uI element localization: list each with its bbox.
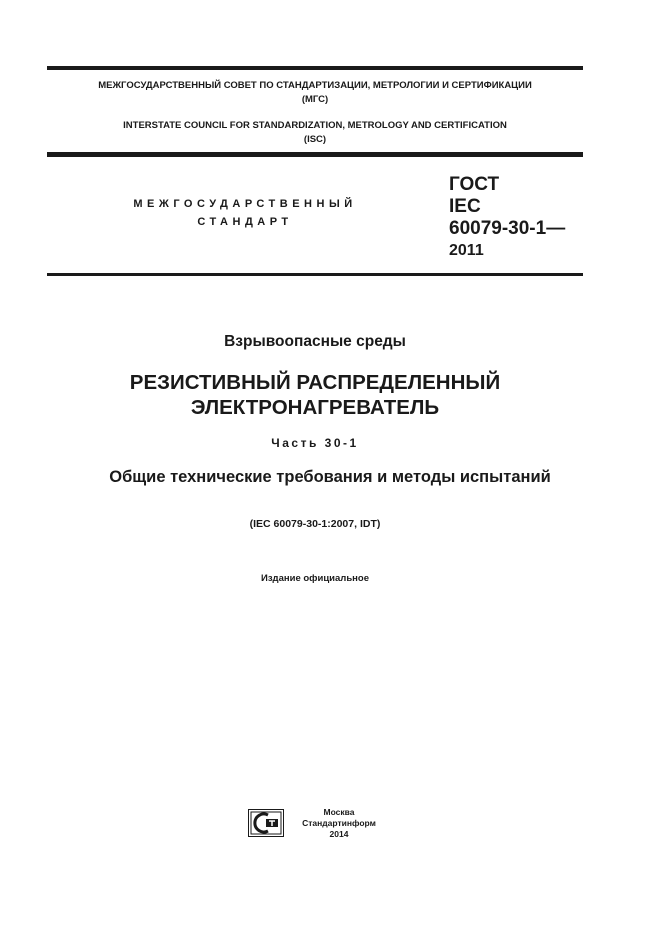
- main-title: [47, 370, 583, 420]
- top-rule: [47, 66, 583, 70]
- council-en-abbr: (ISC): [303, 134, 327, 145]
- header-bottom-rule: [47, 152, 583, 157]
- iec-reference: (IEC 60079-30-1:2007, IDT): [249, 518, 381, 530]
- gost-designation: [449, 174, 565, 262]
- standard-number: 60079-30-1—: [449, 218, 566, 239]
- publisher-info: [284, 807, 394, 840]
- publisher-year: 2014: [329, 829, 349, 839]
- designation-bottom-rule: [47, 273, 583, 276]
- standard-label-line1: МЕЖГОСУДАРСТВЕННЫЙ: [133, 198, 357, 210]
- standard-year: 2011: [449, 242, 484, 259]
- subtitle: Взрывоопасные среды: [224, 333, 406, 350]
- publisher-city: Москва: [323, 807, 355, 817]
- council-ru-abbr: (МГС): [301, 94, 329, 105]
- edition-label: Издание официальное: [261, 573, 369, 584]
- publisher-name: Стандартинформ: [302, 818, 376, 828]
- part-title: Общие технические требования и методы испытаний: [109, 468, 551, 486]
- iec-label: IEC: [449, 196, 481, 217]
- part-number: Часть 30-1: [271, 436, 359, 450]
- standartinform-logo-icon: [248, 809, 284, 837]
- interstate-standard-label: [120, 196, 370, 230]
- gost-label: ГОСТ: [449, 174, 500, 195]
- council-ru: МЕЖГОСУДАРСТВЕННЫЙ СОВЕТ ПО СТАНДАРТИЗАЦИИ, МЕТРОЛОГИИ И СЕРТИФИКАЦИИ: [98, 80, 532, 91]
- standard-label-line2: СТАНДАРТ: [197, 216, 293, 228]
- main-title-line2: ЭЛЕКТРОНАГРЕВАТЕЛЬ: [190, 396, 440, 419]
- council-en: INTERSTATE COUNCIL FOR STANDARDIZATION, METROLOGY AND CERTIFICATION: [123, 120, 507, 131]
- main-title-line1: РЕЗИСТИВНЫЙ РАСПРЕДЕЛЕННЫЙ: [129, 371, 501, 394]
